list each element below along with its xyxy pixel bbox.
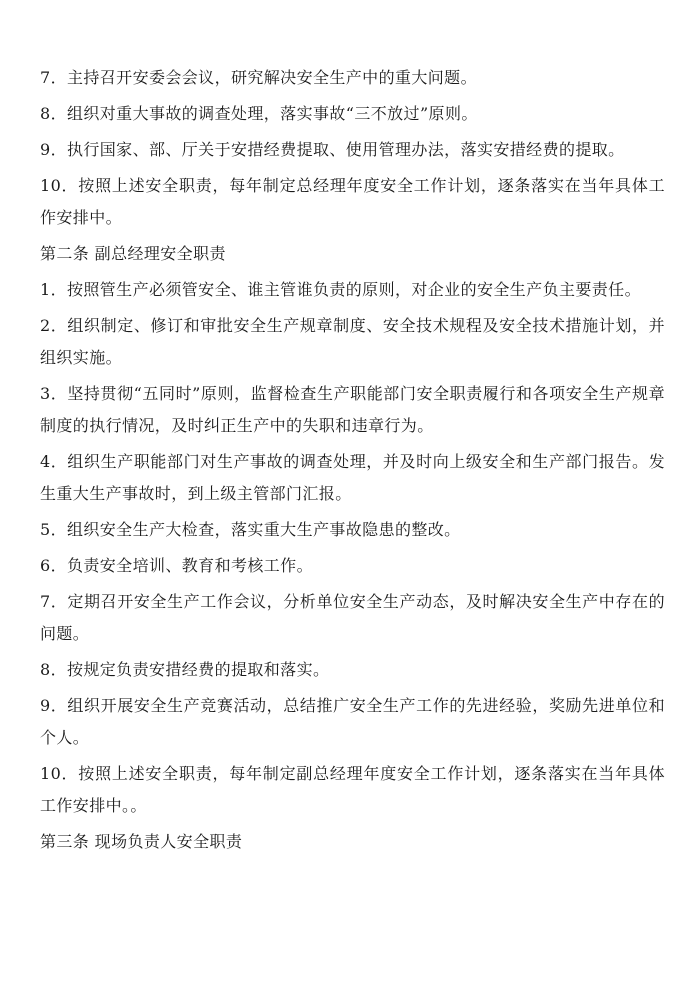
section-heading-article-2: 第二条 副总经理安全职责 xyxy=(40,244,226,263)
document-page xyxy=(40,62,665,862)
paragraph-item-9b: 9．组织开展安全生产竞赛活动，总结推广安全生产工作的先进经验，奖励先进单位和个人。 xyxy=(40,696,665,747)
paragraph-item-10: 10．按照上述安全职责，每年制定总经理年度安全工作计划，逐条落实在当年具体工作安排中。 xyxy=(40,176,665,227)
paragraph-item-3: 3．坚持贯彻“五同时”原则，监督检查生产职能部门安全职责履行和各项安全生产规章制度的执行情况，及时纠正生产中的失职和违章行为。 xyxy=(40,384,665,435)
section-heading-article-3: 第三条 现场负责人安全职责 xyxy=(40,832,243,851)
paragraph-item-5: 5．组织安全生产大检查，落实重大生产事故隐患的整改。 xyxy=(40,520,461,539)
paragraph-item-6: 6．负责安全培训、教育和考核工作。 xyxy=(40,556,313,575)
paragraph-item-10b: 10．按照上述安全职责，每年制定副总经理年度安全工作计划，逐条落实在当年具体工作安排中。。 xyxy=(40,764,665,815)
paragraph-item-4: 4．组织生产职能部门对生产事故的调查处理，并及时向上级安全和生产部门报告。发生重大生产事故时，到上级主管部门汇报。 xyxy=(40,452,665,503)
paragraph-item-2: 2．组织制定、修订和审批安全生产规章制度、安全技术规程及安全技术措施计划，并组织实施。 xyxy=(40,316,665,367)
paragraph-item-1: 1．按照管生产必须管安全、谁主管谁负责的原则，对企业的安全生产负主要责任。 xyxy=(40,280,641,299)
paragraph-item-9: 9．执行国家、部、厅关于安措经费提取、使用管理办法，落实安措经费的提取。 xyxy=(40,140,625,159)
paragraph-item-7: 7．主持召开安委会会议，研究解决安全生产中的重大问题。 xyxy=(40,68,477,87)
paragraph-item-8: 8．组织对重大事故的调查处理，落实事故“三不放过”原则。 xyxy=(40,104,478,123)
paragraph-item-7b: 7．定期召开安全生产工作会议，分析单位安全生产动态，及时解决安全生产中存在的问题。 xyxy=(40,592,665,643)
paragraph-item-8b: 8．按规定负责安措经费的提取和落实。 xyxy=(40,660,330,679)
